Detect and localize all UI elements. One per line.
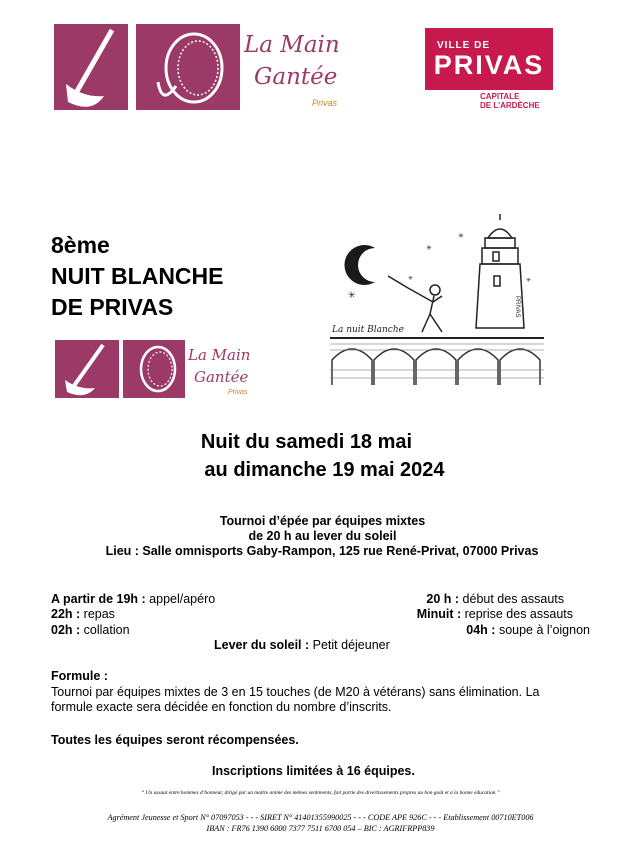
event-info bbox=[0, 514, 641, 559]
fencing-mask-icon bbox=[136, 24, 240, 110]
privas-box bbox=[425, 28, 553, 90]
privas-line1: VILLE DE bbox=[437, 40, 491, 51]
event-line1: Tournoi d’épée par équipes mixtes bbox=[219, 514, 426, 528]
page-title bbox=[51, 230, 224, 323]
footer-line2: IBAN : FR76 1390 6000 7377 7511 6700 054 – BIC : AGRIFRPP839 bbox=[206, 824, 435, 833]
schedule-center: Lever du soleil : Petit déjeuner bbox=[214, 638, 390, 652]
inscriptions-text: Inscriptions limitées à 16 équipes. bbox=[212, 764, 415, 778]
recompense-text: Toutes les équipes seront récompensées. bbox=[51, 733, 299, 747]
formule-title: Formule : bbox=[51, 669, 108, 683]
epee-tile bbox=[54, 24, 128, 110]
svg-text:✳: ✳ bbox=[408, 276, 414, 282]
quote: “ Un assaut entre hommes d’honneur, dirigé par un maître animé des mêmes sentiments, fait partie des divertissements propres au bon goût et à la bonne éducation.” bbox=[141, 790, 500, 796]
title-line3: DE PRIVAS bbox=[51, 294, 174, 320]
small-logo-line2: Gantée bbox=[194, 368, 249, 386]
privas-line2: PRIVAS bbox=[433, 50, 545, 80]
date-line2: au dimanche 19 mai 2024 bbox=[204, 459, 445, 481]
logo-line1: La Main bbox=[244, 32, 340, 58]
date-line1: Nuit du samedi 18 mai bbox=[200, 431, 413, 453]
event-line2: de 20 h au lever du soleil bbox=[248, 529, 397, 543]
privas-line3: CAPITALE bbox=[480, 92, 520, 101]
schedule-right-1: Minuit : reprise des assauts bbox=[416, 607, 573, 621]
footer bbox=[0, 812, 641, 834]
epee-icon bbox=[55, 340, 119, 398]
privas-sub bbox=[480, 92, 540, 110]
moon-icon bbox=[344, 245, 375, 285]
lighthouse-tower-icon bbox=[476, 214, 524, 328]
formule-line2: formule exacte sera décidée en fonction du nombre d’inscrits. bbox=[51, 700, 392, 714]
event-location: Lieu : Salle omnisports Gaby-Rampon, 125 rue René-Privat, 07000 Privas bbox=[105, 544, 539, 558]
nuit-blanche-drawing bbox=[330, 210, 544, 388]
svg-text:PRIVAS: PRIVAS bbox=[514, 296, 520, 318]
footer-line1: Agrément Jeunesse et Sport N° 07097053 - - - SIRET N° 41401355990025 - - - CODE APE 926C - - - Etablissement 00710ET006 bbox=[107, 813, 534, 822]
mask-tile bbox=[136, 24, 240, 110]
epee-tile-small bbox=[55, 340, 119, 398]
drawing-svg bbox=[330, 210, 544, 388]
privas-line4: DE L'ARDÈCHE bbox=[480, 101, 540, 110]
fencing-mask-icon bbox=[123, 340, 185, 398]
formule-line1: Tournoi par équipes mixtes de 3 en 15 touches (de M20 à vétérans) sans élimination. La bbox=[51, 684, 540, 699]
schedule-right-0: 20 h : début des assauts bbox=[426, 592, 564, 606]
formule-section bbox=[51, 669, 611, 716]
title-line2: NUIT BLANCHE bbox=[51, 263, 224, 289]
small-logo-line1: La Main bbox=[188, 346, 251, 364]
logo-line2: Gantée bbox=[254, 64, 338, 90]
schedule-left-0: A partir de 19h : appel/apéro bbox=[51, 592, 216, 606]
schedule-left-1: 22h : repas bbox=[51, 607, 115, 621]
epee-icon bbox=[54, 24, 128, 110]
small-logo-sub: Privas bbox=[228, 389, 248, 396]
schedule-left-2: 02h : collation bbox=[51, 623, 130, 637]
fencer-icon bbox=[388, 276, 442, 332]
drawing-caption: La nuit Blanche bbox=[332, 325, 404, 335]
title-line1: 8ème bbox=[51, 232, 110, 258]
svg-text:✳: ✳ bbox=[458, 233, 464, 240]
logo-sub: Privas bbox=[312, 98, 338, 108]
schedule-right-2: 04h : soupe à l’oignon bbox=[466, 623, 590, 637]
svg-text:✳: ✳ bbox=[426, 245, 432, 252]
svg-text:✳: ✳ bbox=[526, 278, 532, 284]
mask-tile-small bbox=[123, 340, 185, 398]
event-date bbox=[0, 428, 641, 484]
svg-text:✳: ✳ bbox=[348, 290, 356, 300]
